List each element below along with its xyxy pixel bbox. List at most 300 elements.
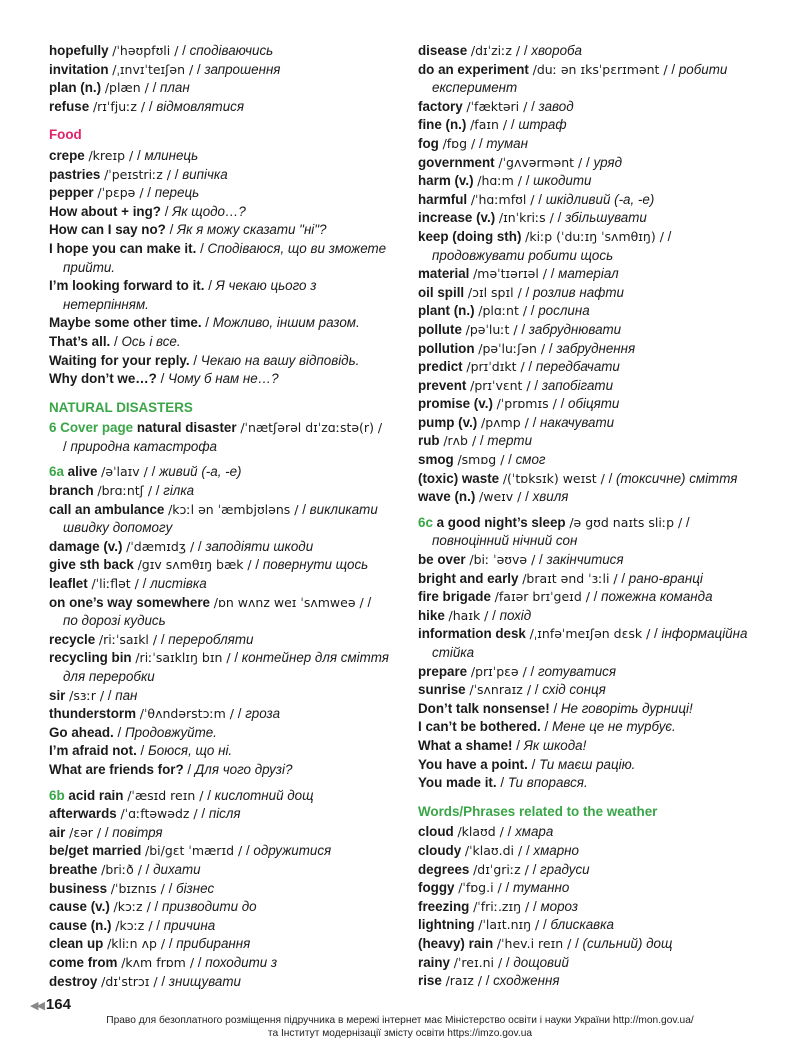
translation: запрошення: [204, 61, 281, 77]
vocab-term: (toxic) waste: [418, 470, 500, 486]
translation: Сподіваюся, що ви зможете прийти.: [63, 240, 387, 275]
separator: /: [154, 899, 162, 915]
vocab-entry: [418, 588, 763, 607]
vocab-entry: [418, 514, 763, 551]
pronunciation: /ˈklaʊ.di /: [464, 842, 523, 858]
vocab-term: pollution: [418, 340, 475, 356]
vocab-term: plant (n.): [418, 303, 475, 319]
vocab-entry: [418, 879, 763, 898]
separator: /: [104, 824, 113, 840]
vocab-entry: [49, 482, 389, 501]
vocab-term: give sth back: [49, 557, 134, 573]
pronunciation: /ɪnˈkriːs /: [498, 210, 554, 226]
vocab-term: prevent: [418, 377, 467, 393]
vocab-entry: [49, 352, 389, 371]
pronunciation: /rʌb /: [443, 433, 477, 449]
separator: /: [548, 340, 557, 356]
vocab-entry: [49, 501, 389, 538]
translation: Як щодо…?: [172, 203, 246, 219]
vocab-term: information desk: [418, 626, 526, 642]
translation: гроза: [245, 706, 281, 722]
translation: інформаційна стійка: [432, 626, 748, 660]
pronunciation: /(ˈtɒksɪk) weɪst /: [502, 470, 605, 486]
vocab-term: afterwards: [49, 806, 117, 822]
translation: Для чого друзі?: [194, 761, 293, 777]
translation: Можливо, іншим разом.: [212, 315, 360, 331]
translation: млинець: [144, 147, 199, 163]
pronunciation: /klaʊd /: [457, 824, 504, 840]
vocab-entry: [49, 787, 389, 806]
vocab-term: harmful: [418, 191, 468, 207]
vocab-term: prepare: [418, 663, 468, 679]
vocab-term: Maybe some other time.: [49, 315, 202, 331]
separator: /: [208, 278, 216, 294]
vocab-term: material: [418, 266, 470, 282]
section-heading: Words/Phrases related to the weather: [418, 803, 658, 819]
pronunciation: /raɪz /: [445, 973, 482, 989]
separator: /: [479, 433, 488, 449]
pronunciation: /weɪv /: [479, 489, 522, 505]
translation: Я чекаю цього з нетерпінням.: [63, 278, 317, 312]
vocab-term: invitation: [49, 61, 109, 77]
vocab-entry: [418, 98, 763, 117]
vocab-entry: [49, 240, 389, 277]
separator: /: [525, 284, 533, 300]
vocab-entry: [418, 625, 763, 662]
translation: Як шкода!: [523, 737, 587, 753]
vocab-term: sir: [49, 687, 66, 703]
pronunciation: /bi/gɛt ˈmærɪd /: [145, 843, 243, 859]
vocab-entry: [418, 954, 763, 973]
translation: готуватися: [537, 663, 617, 679]
translation: хмарно: [533, 842, 579, 858]
vocab-entry: [418, 935, 763, 954]
vocab-term: How about + ing?: [49, 203, 161, 219]
separator: /: [197, 954, 206, 970]
vocab-term: Why don’t we…?: [49, 371, 157, 387]
separator: /: [207, 787, 215, 803]
separator: /: [553, 700, 561, 716]
pronunciation: /ɔɪl spɪl /: [467, 284, 522, 300]
vocab-term: I can’t be bothered.: [418, 719, 541, 735]
vocab-entry: [418, 700, 763, 719]
vocab-entry: [418, 756, 763, 775]
pronunciation: /ˈfriː.zɪŋ /: [473, 898, 530, 914]
vocab-term: breathe: [49, 861, 98, 877]
translation: причина: [163, 917, 216, 933]
vocab-term: cause (n.): [49, 917, 112, 933]
vocab-entry: [49, 594, 389, 631]
vocab-term: What are friends for?: [49, 761, 184, 777]
separator: /: [205, 315, 213, 331]
separator: /: [575, 935, 583, 951]
translation: матеріал: [558, 266, 619, 282]
separator: /: [114, 333, 122, 349]
separator: /: [245, 843, 254, 859]
vocab-term: recycle: [49, 631, 96, 647]
vocab-term: on one’s way somewhere: [49, 594, 210, 610]
separator: /: [531, 98, 539, 114]
pronunciation: /dɪˈstrɔɪ /: [101, 973, 158, 989]
pronunciation: /ˈhev.i reɪn /: [496, 935, 572, 951]
vocab-term: natural disaster: [136, 420, 237, 436]
translation: Не говоріть дурниці!: [560, 700, 693, 716]
vocab-entry: [49, 79, 389, 98]
vocab-term: be over: [418, 552, 466, 568]
section-heading: NATURAL DISASTERS: [49, 399, 193, 415]
separator: /: [685, 514, 690, 530]
translation: природна катастрофа: [70, 438, 217, 454]
vocab-term: increase (v.): [418, 210, 496, 226]
vocab-term: Go ahead.: [49, 724, 114, 740]
lesson-tag: 6 Cover page: [49, 420, 134, 436]
pronunciation: /pəˈluːʃən /: [478, 340, 546, 356]
translation: листівка: [150, 576, 207, 592]
vocab-term: cloudy: [418, 842, 462, 858]
separator: /: [367, 594, 372, 610]
pronunciation: /dɪˈgriːz /: [473, 861, 529, 877]
vocab-term: I hope you can make it.: [49, 240, 197, 256]
pronunciation: /ˈnætʃərəl dɪˈzɑːstə(r) /: [240, 420, 383, 436]
vocab-entry: [418, 116, 763, 135]
separator: /: [156, 917, 164, 933]
translation: (токсичне) сміття: [616, 470, 738, 486]
vocab-entry: [49, 631, 389, 650]
translation: робити експеримент: [432, 61, 728, 96]
separator: /: [63, 438, 71, 454]
separator: /: [585, 154, 594, 170]
vocab-entry: [418, 916, 763, 935]
translation: продовжувати робити щось: [432, 247, 614, 263]
translation: кислотний дощ: [214, 787, 314, 803]
translation: схід сонця: [542, 682, 606, 698]
translation: призводити до: [161, 899, 257, 915]
separator: /: [507, 824, 516, 840]
vocab-entry: [49, 98, 389, 117]
pronunciation: /ˈɑːftəwədz /: [120, 806, 198, 822]
translation: передбачати: [535, 359, 620, 375]
left-column: [49, 42, 389, 991]
pronunciation: /kɔːl ən ˈæmbjʊləns /: [168, 501, 299, 517]
pronunciation: /ˈhəʊpfʊli /: [112, 43, 179, 58]
translation: Ти впорався.: [507, 775, 588, 791]
vocab-entry: [418, 861, 763, 880]
pronunciation: /kiːp (ˈduːɪŋ ˈsʌmθɪŋ) /: [525, 228, 664, 244]
vocab-entry: [418, 302, 763, 321]
vocab-entry: [49, 761, 389, 780]
section-gap: [418, 507, 763, 514]
separator: /: [147, 185, 155, 201]
separator: /: [151, 464, 160, 480]
vocab-entry: [418, 265, 763, 284]
pronunciation: /ˈfæktəri /: [466, 98, 528, 114]
vocab-term: disease: [418, 43, 468, 58]
translation: випічка: [182, 166, 228, 182]
separator: /: [200, 240, 208, 256]
vocab-term: pump (v.): [418, 414, 478, 430]
separator: /: [534, 682, 543, 698]
vocab-term: do an experiment: [418, 61, 529, 77]
translation: завод: [538, 98, 574, 114]
translation: Ось і все.: [121, 333, 181, 349]
separator: /: [160, 371, 169, 387]
vocab-entry: [49, 824, 389, 843]
vocab-entry: [418, 488, 763, 507]
translation: Боюся, що ні.: [147, 743, 233, 759]
vocab-term: I’m looking forward to it.: [49, 278, 205, 294]
vocab-entry: [418, 154, 763, 173]
translation: гілка: [163, 483, 195, 499]
pronunciation: /ˈprɒmɪs /: [496, 396, 557, 412]
separator: /: [532, 898, 541, 914]
footer-line-2: та Інститут модернізації змісту освіти https://imzo.gov.ua: [267, 1028, 533, 1039]
pronunciation: /fɒg /: [442, 135, 476, 151]
vocab-entry: [418, 823, 763, 842]
vocab-term: rub: [418, 433, 440, 449]
pronunciation: /kliːn ʌp /: [107, 936, 166, 952]
vocab-term: fog: [418, 135, 439, 151]
translation: туманно: [512, 880, 570, 896]
pronunciation: /ˈsʌnraɪz /: [469, 682, 532, 698]
pronunciation: /haɪk /: [448, 607, 489, 623]
vocab-entry: [418, 551, 763, 570]
vocab-term: oil spill: [418, 284, 465, 300]
lesson-tag: 6a: [49, 464, 64, 480]
translation: пожежна команда: [601, 589, 713, 605]
vocab-entry: [49, 898, 389, 917]
separator: /: [160, 631, 169, 647]
pronunciation: /ˈbɪznɪs /: [110, 880, 165, 896]
translation: Ти маєш рацію.: [539, 756, 636, 772]
vocab-term: business: [49, 880, 108, 896]
vocab-term: crepe: [49, 147, 85, 163]
translation: обіцяти: [568, 396, 620, 412]
separator: /: [168, 936, 177, 952]
separator: /: [544, 719, 552, 735]
vocab-entry: [49, 277, 389, 314]
separator: /: [140, 743, 148, 759]
translation: пан: [115, 687, 138, 703]
separator: /: [532, 414, 541, 430]
pronunciation: /duː ən ɪksˈpɛrɪmənt /: [532, 61, 668, 77]
vocab-entry: [49, 203, 389, 222]
vocab-term: damage (v.): [49, 538, 123, 554]
separator: /: [187, 761, 195, 777]
vocab-entry: [418, 135, 763, 154]
vocab-entry: [49, 861, 389, 880]
vocab-term: pepper: [49, 185, 94, 201]
vocab-term: thunderstorm: [49, 706, 137, 722]
translation: туман: [486, 135, 528, 151]
translation: накачувати: [540, 414, 615, 430]
vocab-term: come from: [49, 954, 118, 970]
pronunciation: /ˈpɛpə /: [97, 185, 144, 201]
vocab-entry: [49, 880, 389, 899]
section-gap: [49, 780, 389, 787]
vocab-entry: [49, 575, 389, 594]
separator: /: [510, 117, 519, 133]
vocab-entry: [49, 42, 389, 61]
vocab-entry: [49, 147, 389, 166]
pronunciation: /plæn /: [104, 80, 149, 96]
vocab-entry: [418, 395, 763, 414]
translation: сходження: [493, 973, 560, 989]
pronunciation: /ˈgʌvərmənt /: [498, 154, 583, 170]
separator: /: [136, 147, 145, 163]
separator: /: [532, 861, 541, 877]
pronunciation: /ˌɪnfəˈmeɪʃən dɛsk /: [529, 626, 651, 642]
translation: Продовжуйте.: [124, 724, 217, 740]
pronunciation: /smɒg /: [457, 452, 505, 468]
separator: /: [525, 489, 533, 505]
lesson-tag: 6b: [49, 787, 65, 803]
translation: викликати швидку допомогу: [63, 501, 378, 536]
vocab-entry: [418, 774, 763, 793]
separator: /: [508, 452, 516, 468]
pronunciation: /pʌmp /: [481, 414, 529, 430]
separator: /: [530, 663, 538, 679]
vocab-term: destroy: [49, 973, 98, 989]
separator: /: [621, 570, 629, 586]
vocab-term: harm (v.): [418, 173, 474, 189]
translation: бізнес: [176, 880, 215, 896]
vocab-entry: [49, 687, 389, 706]
pronunciation: /ˈpeɪstriːz /: [104, 166, 171, 182]
vocab-term: I’m afraid not.: [49, 743, 137, 759]
translation: уряд: [593, 154, 622, 170]
vocab-term: What a shame!: [418, 737, 513, 753]
vocab-term: You made it.: [418, 775, 497, 791]
vocab-term: Waiting for your reply.: [49, 352, 190, 368]
vocab-term: How can I say no?: [49, 222, 166, 238]
vocab-entry: [418, 172, 763, 191]
translation: походити з: [205, 954, 278, 970]
vocab-term: foggy: [418, 880, 455, 896]
pronunciation: /ˈreɪ.ni /: [453, 954, 503, 970]
translation: повернути щось: [262, 557, 369, 573]
vocab-term: plan (n.): [49, 80, 102, 96]
translation: мороз: [540, 898, 579, 914]
vocab-entry: [418, 842, 763, 861]
pronunciation: /ˈfɒg.i /: [458, 880, 502, 896]
pronunciation: /riːˈsaɪkl /: [98, 631, 158, 647]
separator: /: [197, 538, 206, 554]
translation: рослина: [538, 303, 590, 319]
pronunciation: /ˈhɑːmfʊl /: [470, 191, 535, 207]
vocab-term: (heavy) rain: [418, 935, 494, 951]
separator: /: [608, 470, 617, 486]
vocab-entry: [49, 954, 389, 973]
vocab-entry: [418, 470, 763, 489]
vocab-term: rise: [418, 973, 442, 989]
vocab-entry: [418, 340, 763, 359]
vocab-entry: [49, 419, 389, 456]
pronunciation: /ˈæsɪd reɪn /: [127, 787, 204, 803]
vocab-entry: [49, 917, 389, 936]
vocab-term: cause (v.): [49, 899, 110, 915]
translation: відмовлятися: [156, 98, 245, 114]
vocab-term: fire brigade: [418, 589, 491, 605]
translation: Мене це не турбує.: [551, 719, 676, 735]
vocab-entry: [418, 377, 763, 396]
vocab-term: wave (n.): [418, 489, 476, 505]
translation: розлив нафти: [532, 284, 624, 300]
vocab-term: degrees: [418, 861, 470, 877]
separator: /: [654, 626, 662, 642]
pronunciation: /məˈtɪərɪəl /: [473, 266, 547, 282]
pronunciation: /ˌɪnvɪˈteɪʃən /: [112, 61, 194, 77]
vocab-term: bright and early: [418, 570, 519, 586]
rewind-icon: ◀◀: [30, 1000, 43, 1012]
vocab-entry: [418, 191, 763, 210]
pronunciation: /prɪˈpɛə /: [470, 663, 527, 679]
vocab-term: government: [418, 154, 495, 170]
vocab-term: You have a point.: [418, 756, 528, 772]
pronunciation: /ˈlaɪt.nɪŋ /: [478, 917, 540, 933]
pronunciation: /pəˈluːt /: [465, 321, 518, 337]
translation: забруднення: [556, 340, 636, 356]
pronunciation: /ɒn wʌnz weɪ ˈsʌmweə /: [213, 594, 364, 610]
separator: /: [528, 359, 536, 375]
translation: переробляти: [168, 631, 254, 647]
separator: /: [234, 650, 242, 666]
separator: /: [161, 973, 169, 989]
translation: хвиля: [532, 489, 569, 505]
pronunciation: /briːð /: [101, 861, 142, 877]
translation: заподіяти шкоди: [205, 538, 314, 554]
vocab-entry: [49, 742, 389, 761]
translation: одружитися: [253, 843, 332, 859]
vocab-entry: [418, 737, 763, 756]
vocab-entry: [418, 681, 763, 700]
vocab-entry: [418, 61, 763, 98]
separator: /: [145, 861, 154, 877]
separator: /: [523, 43, 532, 58]
separator: /: [492, 607, 500, 623]
pronunciation: /kʌm frɒm /: [121, 954, 195, 970]
translation: похід: [499, 607, 532, 623]
vocab-term: refuse: [49, 98, 90, 114]
translation: дихати: [153, 861, 201, 877]
separator: /: [538, 191, 546, 207]
vocab-entry: [418, 432, 763, 451]
pronunciation: /rɪˈfjuːz /: [92, 98, 146, 114]
vocab-term: predict: [418, 359, 463, 375]
vocab-term: acid rain: [68, 787, 124, 803]
separator: /: [557, 210, 566, 226]
vocab-term: rainy: [418, 954, 451, 970]
vocab-term: cloud: [418, 824, 454, 840]
translation: смог: [515, 452, 546, 468]
vocab-term: keep (doing sth): [418, 228, 522, 244]
translation: рано-вранці: [628, 570, 703, 586]
separator: /: [505, 880, 513, 896]
vocab-entry: [49, 538, 389, 557]
pronunciation: /brɑːntʃ /: [97, 483, 153, 499]
pronunciation: /gɪv sʌmθɪŋ bæk /: [137, 557, 252, 573]
vocab-entry: [49, 649, 389, 686]
pronunciation: /kreɪp /: [88, 147, 134, 163]
pronunciation: /prɪˈdɪkt /: [466, 359, 525, 375]
separator: /: [148, 98, 157, 114]
vocab-entry: [418, 663, 763, 682]
pronunciation: /əˈlaɪv /: [101, 464, 148, 480]
translation: контейнер для сміття для переробки: [63, 650, 389, 684]
translation: збільшувати: [565, 210, 647, 226]
separator: /: [539, 552, 547, 568]
right-column: [418, 42, 763, 991]
pronunciation: /ɛər /: [69, 824, 102, 840]
